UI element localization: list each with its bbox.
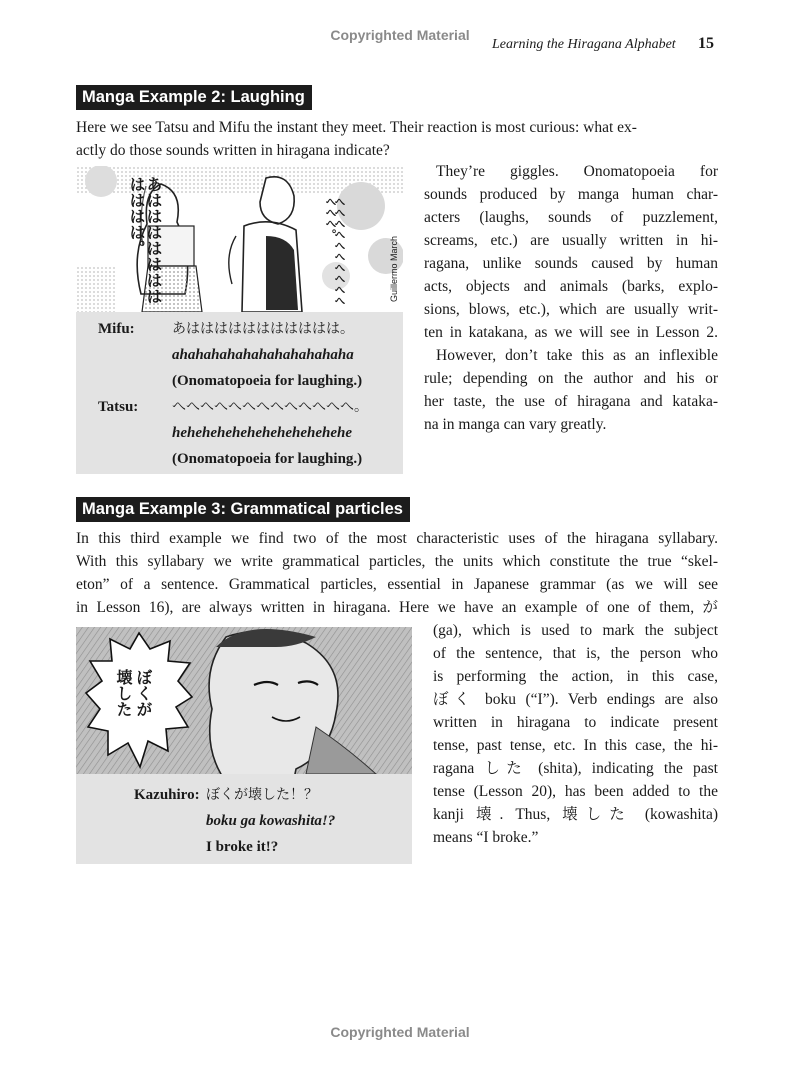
caption-box-kazuhiro (76, 774, 412, 864)
running-head: Learning the Hiragana Alphabet (492, 37, 676, 52)
caption-mifu-romaji: ahahahahahahahahahahaha (172, 347, 354, 363)
artist-credit: Guillermo March (389, 236, 399, 303)
manga-text-laughing-right: へへへへへへへへへへへへへ。 (324, 196, 346, 306)
manga-text-laughing-left: あははははははははははは。 (127, 176, 163, 304)
bubble-col-2: 壊した (114, 669, 133, 717)
side-line: ぼく boku (“I”). Verb endings are also (433, 691, 718, 708)
bubble-col-1: ぼくが (134, 669, 153, 717)
caption-speaker-kazuhiro: Kazuhiro: (134, 787, 200, 803)
caption-speaker-mifu: Mifu: (98, 321, 135, 337)
body-line: With this syllabary we write grammatical particles, the units which constitute the true “skel- (76, 553, 718, 570)
example2-intro-line2: actly do those sounds written in hiragana indicate? (76, 142, 390, 159)
side-line: ragana した (shita), indicating the past (433, 760, 718, 777)
side-line: However, don’t take this as an inflexible (436, 347, 718, 364)
caption-mifu-japanese: あははははははははははは。 (172, 321, 354, 337)
side-line: sions, blows, etc.), which are usually writ- (424, 301, 718, 318)
side-line: means “I broke.” (433, 829, 539, 846)
side-line: screams, etc.) are usually written in hi- (424, 232, 718, 249)
side-line: written in hiragana to indicate present (433, 714, 718, 731)
side-line: (ga), which is used to mark the subject (433, 622, 718, 639)
watermark-bottom: Copyrighted Material (330, 1024, 470, 1040)
caption-speaker-tatsu: Tatsu: (98, 399, 139, 415)
side-line: her taste, the use of hiragana and kataka- (424, 393, 718, 410)
side-line: ragana, unlike sounds caused by human (424, 255, 718, 272)
caption-kazuhiro-japanese: ぼくが壊した！？ (206, 787, 318, 803)
caption-mifu-translation: (Onomatopoeia for laughing.) (172, 373, 363, 389)
example2-heading: Manga Example 2: Laughing (76, 85, 312, 110)
side-line: acts, objects and animals (barks, explo- (424, 278, 718, 295)
caption-box-laughing (76, 312, 403, 474)
side-line: sounds produced by manga human char- (424, 186, 718, 203)
side-line: kanji 壊. Thus, 壊した (kowashita) (433, 806, 718, 823)
manga-panel-laughing (76, 166, 403, 312)
page-number: 15 (698, 35, 714, 52)
side-line: of the sentence, that is, the person who (433, 645, 718, 662)
side-line: ten in katakana, as we will see in Lesson 2. (424, 324, 718, 341)
side-line: na in manga can vary greatly. (424, 416, 607, 433)
example3-heading: Manga Example 3: Grammatical particles (76, 497, 410, 522)
body-line: In this third example we find two of the most characteristic uses of the hiragana syllabary. (76, 530, 718, 547)
side-line: acters (laughs, sounds of puzzlement, (424, 209, 718, 226)
caption-kazuhiro-romaji: boku ga kowashita!? (206, 813, 336, 829)
side-line: is performing the action, in this case, (433, 668, 718, 685)
watermark-top: Copyrighted Material (330, 27, 470, 43)
side-line: They’re giggles. Onomatopoeia for (436, 163, 718, 180)
side-line: tense (Lesson 20), has been added to the (433, 783, 718, 800)
example2-intro-line1: Here we see Tatsu and Mifu the instant they meet. Their reaction is most curious: what ex- (76, 119, 637, 136)
body-line: eton” of a sentence. Grammatical particles, essential in Japanese grammar (as we will see (76, 576, 718, 593)
side-line: tense, past tense, etc. In this case, the hi- (433, 737, 718, 754)
manga-panel-kazuhiro (76, 627, 412, 774)
caption-tatsu-japanese: へへへへへへへへへへへへへ。 (172, 399, 368, 415)
caption-tatsu-translation: (Onomatopoeia for laughing.) (172, 451, 363, 467)
body-line: in Lesson 16), are always written in hiragana. Here we have an example of one of them, が (76, 599, 718, 616)
caption-tatsu-romaji: hehehehehehehehehehehehe (172, 425, 352, 441)
caption-kazuhiro-translation: I broke it!? (206, 839, 279, 855)
side-line: rule; depending on the author and his or (424, 370, 718, 387)
